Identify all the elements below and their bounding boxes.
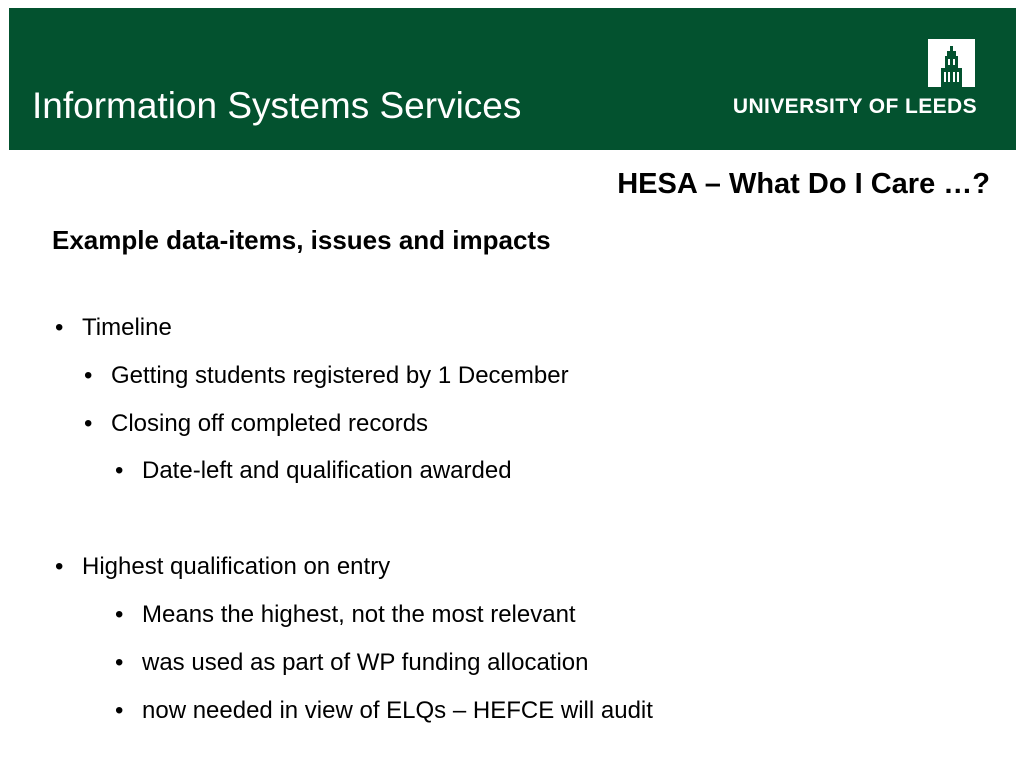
slide-title: HESA – What Do I Care …? — [617, 168, 990, 200]
bullet-item — [115, 647, 589, 679]
section-heading: Example data-items, issues and impacts — [52, 225, 551, 255]
bullet-text: Getting students registered by 1 December — [111, 362, 569, 389]
university-logo-text: UNIVERSITY OF LEEDS — [732, 95, 977, 118]
bullet-item — [115, 455, 512, 487]
bullet-glyph: • — [84, 410, 93, 437]
bullet-item — [55, 551, 391, 583]
bullet-glyph: • — [55, 553, 64, 580]
bullet-item — [115, 695, 653, 727]
bullet-item — [84, 408, 429, 440]
bullet-glyph: • — [115, 697, 124, 724]
bullet-glyph: • — [115, 649, 124, 676]
bullet-text: now needed in view of ELQs – HEFCE will audit — [142, 697, 653, 724]
bullet-item — [84, 360, 569, 392]
bullet-item — [115, 599, 576, 631]
bullet-text: Highest qualification on entry — [82, 553, 391, 580]
bullet-text: Closing off completed records — [111, 410, 429, 437]
bullet-text: was used as part of WP funding allocation — [142, 649, 589, 676]
bullet-text: Date-left and qualification awarded — [142, 457, 512, 484]
bullet-glyph: • — [115, 601, 124, 628]
bullet-text: Means the highest, not the most relevant — [142, 601, 576, 628]
bullet-glyph: • — [115, 457, 124, 484]
bullet-text: Timeline — [82, 314, 172, 341]
bullet-item — [55, 312, 172, 344]
parkinson-tower-icon — [928, 39, 975, 87]
bullet-glyph: • — [84, 362, 93, 389]
bullet-glyph: • — [55, 314, 64, 341]
department-title: Information Systems Services — [32, 85, 522, 126]
